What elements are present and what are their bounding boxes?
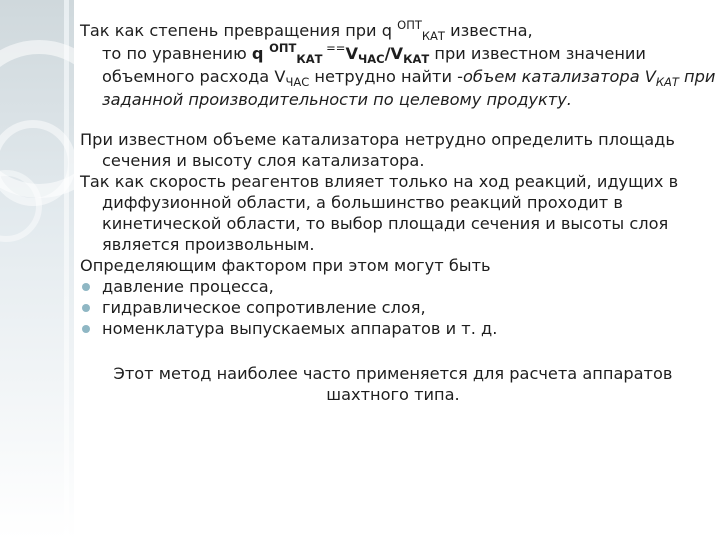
subscript: КАТ — [655, 75, 679, 89]
formula-symbol: V — [345, 44, 358, 63]
subscript: КАТ — [403, 52, 430, 66]
subscript: КАТ — [421, 29, 445, 43]
paragraph-area: При известном объеме катализатора нетрудно определить площадь сечения и высоту слоя катализатора. — [80, 130, 675, 170]
formula-symbol: q — [251, 44, 270, 63]
left-decorative-strip — [64, 0, 69, 540]
paragraph-velocity: Так как скорость реагентов влияет только на ход реакций, идущих в диффузионной области, а большинство реакций проходит в кинетической области, то выбор площади сечения и высоты слоя является произвольным. — [80, 172, 679, 254]
paragraph-conversion — [80, 20, 716, 110]
text: Так как степень превращения при q — [80, 21, 398, 40]
superscript: ОПТ — [269, 41, 297, 55]
list-item — [80, 297, 716, 318]
subscript: ЧАС — [285, 75, 310, 89]
list-item — [80, 318, 716, 339]
slide-content — [80, 20, 716, 421]
closing-note: Этот метод наиболее часто применяется для расчета аппаратов шахтного типа. — [113, 364, 673, 404]
left-decorative-bar — [0, 0, 74, 540]
text: при известном значении объемного расхода V — [102, 44, 646, 86]
bullet-icon — [82, 283, 90, 291]
bullet-icon — [82, 325, 90, 333]
text: нетрудно найти - — [309, 67, 463, 86]
paragraph-factors: Определяющим фактором при этом могут быть — [80, 256, 491, 275]
text: то по уравнению — [102, 44, 252, 63]
formula-symbol: V — [390, 44, 404, 63]
italic-text: объем катализатора V — [463, 67, 656, 86]
decorative-ring — [0, 170, 42, 242]
subscript: КАТ — [296, 52, 323, 66]
factor-list — [80, 276, 716, 339]
text: известна, — [444, 21, 533, 40]
decorative-ring — [0, 120, 76, 206]
italic-text: при заданной производительности по целевому продукту. — [102, 67, 716, 109]
superscript: ОПТ — [397, 18, 422, 32]
list-item-text: давление процесса, — [102, 277, 274, 296]
list-item-text: номенклатура выпускаемых аппаратов и т. д. — [102, 319, 498, 338]
subscript: ЧАС — [357, 52, 385, 66]
list-item — [80, 276, 716, 297]
bullet-icon — [82, 304, 90, 312]
list-item-text: гидравлическое сопротивление слоя, — [102, 298, 426, 317]
formula-symbol: / — [384, 44, 391, 63]
formula-symbol: == — [322, 41, 346, 55]
